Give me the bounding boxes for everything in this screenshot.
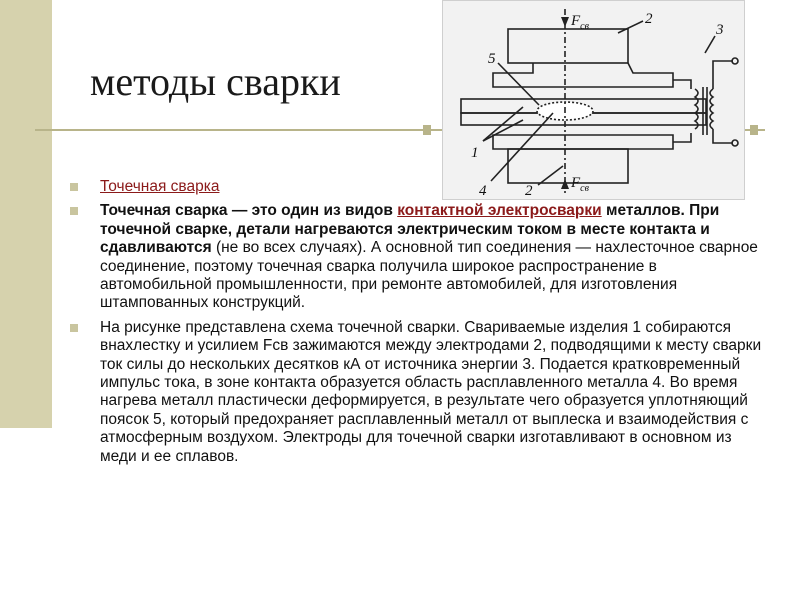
spot-welding-diagram	[442, 0, 745, 200]
definition-text: (не во всех случаях). А основной тип соединения — нахлесточное сварное соединение, поэтому точечная сварка получила широкое распространение в автомобильной промышленности, при ремонте автомобилей, для изготовления штампованных конструкций.	[100, 239, 758, 312]
label-force-top: $F_{св}$	[571, 13, 589, 32]
spot-welding-schematic	[443, 1, 746, 201]
top-electrode-holder	[493, 63, 673, 87]
label-1: 1	[471, 145, 479, 161]
leader-3	[705, 36, 715, 53]
list-item	[70, 202, 770, 312]
label-force-bottom: $F_{св}$	[571, 175, 589, 194]
definition-text-bold-2: металлов. При точечной сварке, детали нагреваются электрическим током в месте контакта и сдавливаются	[100, 202, 720, 257]
leader-2-top	[618, 21, 643, 33]
label-2-top: 2	[645, 11, 653, 27]
decorative-side-bar	[0, 0, 52, 428]
list-item	[70, 178, 770, 196]
label-2-bottom: 2	[525, 183, 533, 199]
divider-mark	[423, 125, 431, 135]
label-5: 5	[488, 51, 496, 67]
bullet-icon	[70, 183, 78, 191]
list-item	[70, 319, 770, 466]
label-4: 4	[479, 183, 487, 199]
force-arrow-down-icon	[561, 17, 569, 27]
bullet-icon	[70, 324, 78, 332]
circuit-wire-top	[673, 80, 691, 89]
contact-welding-link[interactable]: контактной электросварки	[397, 202, 602, 220]
label-3: 3	[716, 22, 724, 38]
top-electrode	[508, 29, 628, 63]
diagram-description: На рисунке представлена схема точечной сварки. Свариваемые изделия 1 собираются внахлестку и усилием Fсв зажимаются между электродами 2, подводящими к месту сварки ток силы до нескольких десятков кА от источника энергии 3. Подается кратковременный импульс тока, в зоне контакта образуется область расплавленного металла 4. Во время нагрева металл пластически деформируется, в результате чего образуется уплотняющий поясок 5, который предохраняет расплавленный металл от выплеска и взаимодействия с атмосферным воздухом. Электроды для точечной сварки изготавливают в основном из меди и ее сплавов.	[100, 318, 762, 465]
definition-text-bold: Точечная сварка — это один из видов	[100, 202, 398, 220]
bottom-electrode-holder	[493, 135, 673, 149]
supply-wire-bottom	[713, 129, 733, 143]
transformer-coil-secondary	[710, 89, 713, 129]
circuit-wire-bottom	[673, 133, 691, 142]
bullet-icon	[70, 207, 78, 215]
transformer-coil-primary	[695, 89, 698, 129]
slide-content	[70, 178, 770, 472]
slide-title: методы сварки	[90, 59, 341, 104]
spot-welding-link[interactable]: Точечная сварка	[100, 178, 220, 195]
leader-4	[491, 113, 553, 181]
divider-mark	[750, 125, 758, 135]
supply-wire-top	[713, 61, 733, 89]
